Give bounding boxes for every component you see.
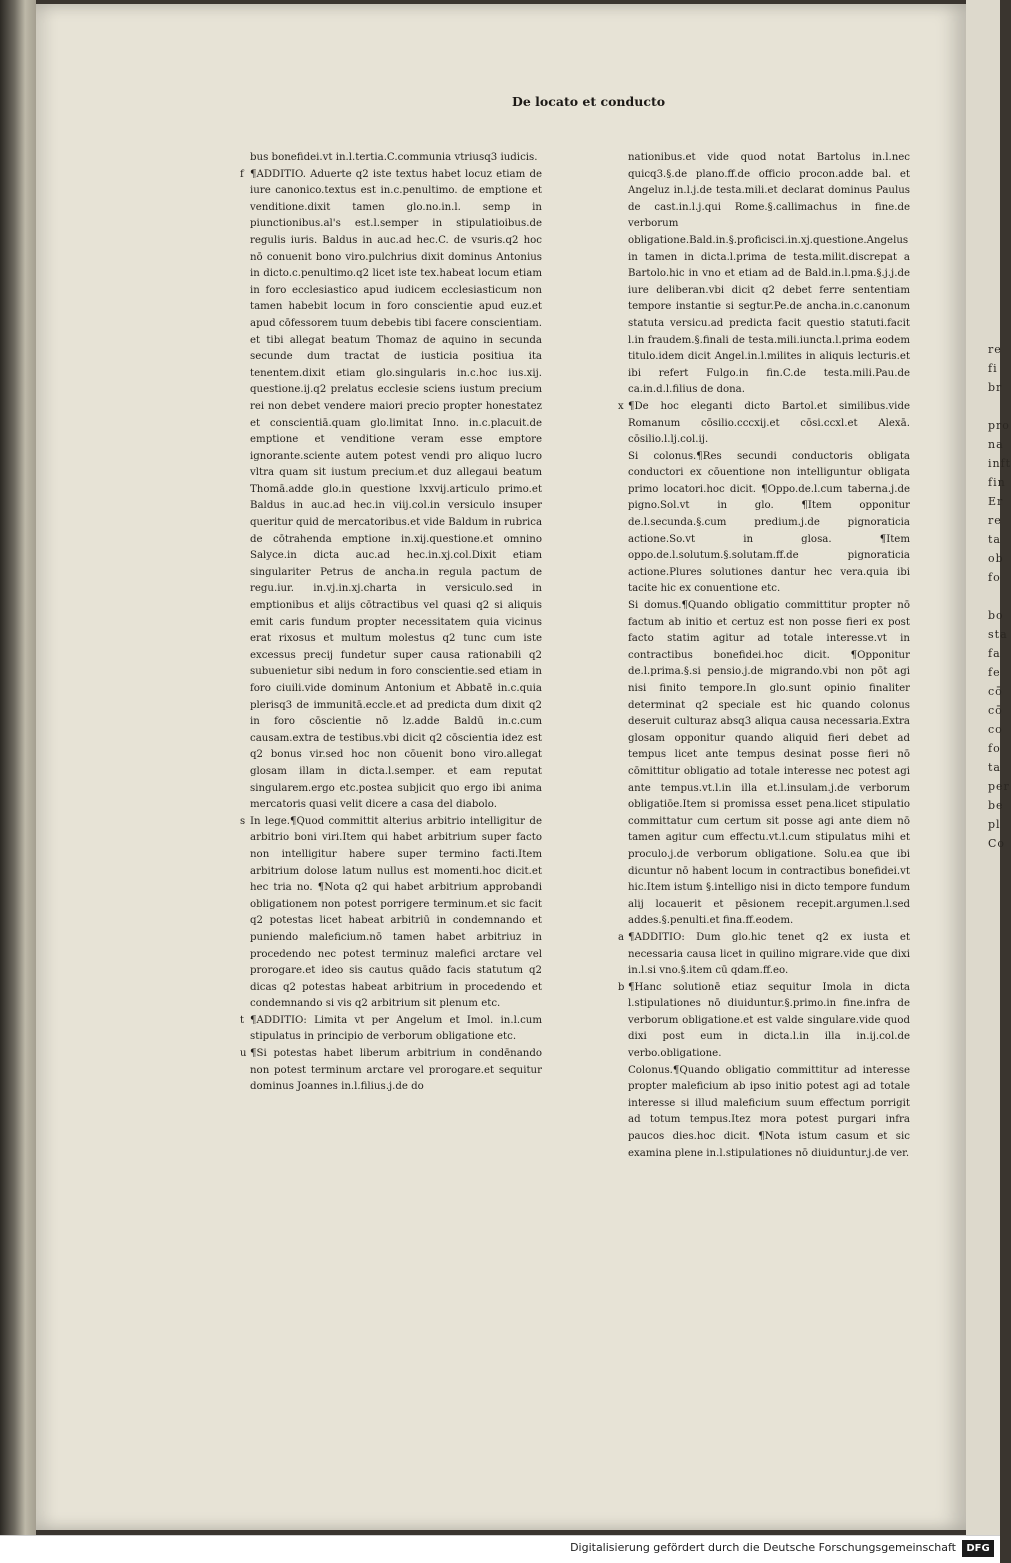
paragraph-text: ¶Quod committit alterius arbitrio intelligitur de arbitrio boni viri.Item qui habet arbitrium super facto non intelligitur habere super termino facti.Item arbitrium dolose latum nullus est momenti.hoc dicit.et hec tria no. ¶Nota q2 qui habet arbitrium approbandi obligationem non potest porrigere terminum.et sic facit q2 potestas licet habeat arbitriū in condemnando et puniendo maleficium.nō tamen habet arbitriuz in procedendo nec potest terminuz malefici arctare vel prorogare.et ideo sis cautus quādo facis statutum q2 dicas q2 potestas habeat arbitrium in procedendo et condemnando si vis q2 arbitrium sit plenum etc. — [250, 815, 542, 1010]
paragraph-text: ¶Si potestas habet liberum arbitrium in condēnando non potest terminum arctare vel prorogare.et sequitur dominus Joannes in.l.filius.j.de do — [250, 1048, 542, 1093]
rubric-heading: In lege. — [250, 815, 291, 827]
paragraph-text: nationibus.et vide quod notat Bartolus in.l.nec quicq3.§.de plano.ff.de officio procon.adde bal. et Angeluz in.l.j.de testa.mili.et declarat dominus Paulus de cast.in.l.j.qui Rome.§.callimachus in fine.de verborum obligatione.Bald.in.§.proficisci.in.xj.questione.Angelus in tamen in dicta.l.prima de testa.milit.discrepat a Bartolo.hic in vno et etiam ad de Bald.in.l.pma.§.j.j.de iure deliberan.vbi dicit q2 debet ferre sententiam tempore instantie si segtur.Pe.de ancha.in.c.canonum statuta versicu.ad predicta facit questio statuti.facit l.in fraudem.§.finali de testa.mili.iuncta.l.prima eodem titulo.idem dicit Angel.in.l.milites in aliquis lecturis.et ibi refert Fulgo.in fin.C.de testa.mili.Pau.de ca.in.d.l.filius de dona. — [628, 152, 910, 396]
footer-credit: Digitalisierung gefördert durch die Deutsche Forschungsgemeinschaft — [570, 1541, 956, 1554]
paragraph — [250, 150, 542, 167]
paragraph — [240, 814, 542, 1013]
paragraph-text: ¶Hanc solutionē etiaz sequitur Imola in dicta l.stipulationes nō diuiduntur.§.primo.in fine.infra de verborum obligatione.et est valde singulare.vide quod dixi post eum in dicta.l.in illa in.ij.col.de verbo.obligatione. — [628, 981, 910, 1060]
paragraph — [628, 1063, 910, 1163]
facing-page-text: re fi br pro na inft fin Er re ta ob fo bo sta fa fe cō cō co fo ta per be pl Co — [988, 343, 1011, 850]
left-column — [240, 150, 543, 1096]
paragraph — [618, 930, 910, 980]
rubric-heading: Si colonus. — [628, 450, 697, 462]
margin-note-marker: x — [618, 400, 624, 412]
rubric-heading: Si domus. — [628, 600, 682, 612]
margin-note-marker: s — [240, 815, 246, 827]
margin-note-marker: t — [240, 1014, 245, 1026]
footer-bar — [0, 1535, 1000, 1563]
paragraph-text: ¶Quando obligatio committitur ad interesse propter maleficium ab ipso initio potest agi ad totale interesse si illud maleficium suum effectum porrigit ad totum tempus.Itez mora potest purgari infra paucos dies.hoc dicit. ¶Nota istum casum et sic examina plene in.l.stipulationes nō diuiduntur.j.de ver. — [628, 1064, 910, 1159]
paragraph-text: bus bonefidei.vt in.l.tertia.C.communia vtriusq3 iudicis. — [250, 152, 538, 163]
rubric-heading: Colonus. — [628, 1064, 673, 1076]
margin-note-marker: b — [618, 981, 625, 993]
margin-note-marker: u — [240, 1048, 247, 1060]
paragraph — [240, 1013, 542, 1046]
paragraph — [628, 150, 910, 399]
paragraph-text: ¶Res secundi conductoris obligata conductori ex cōuentione non intelliguntur obligata primo locatori.hoc dicit. ¶Oppo.de.l.cum taberna.j.de pigno.Sol.vt in glo. ¶Item opponitur de.l.secunda.§.cum predium.j.de pignoraticia actione.So.vt in glosa. ¶Item oppo.de.l.solutum.§.solutam.ff.de pignoraticia actione.Plures solutiones dantur hec vera.quia ibi tacite hic ex conuentione etc. — [628, 450, 910, 595]
margin-note-marker: a — [618, 931, 624, 943]
right-column — [618, 150, 910, 1162]
facing-page-edge — [966, 0, 1011, 1535]
paragraph — [628, 598, 910, 930]
paragraph-text: ¶ADDITIO: Limita vt per Angelum et Imol. in.l.cum stipulatus in principio de verborum obligatione etc. — [250, 1014, 542, 1043]
paragraph-text: ¶Quando obligatio committitur propter nō factum ab initio et certuz est non posse fieri ex post facto statim agitur ad totale interesse.vt in contractibus bonefidei.hoc dicit. ¶Opponitur de.l.prima.§.si pensio.j.de migrando.vbi non pōt agi nisi finito tempore.In glo.sunt opinio finaliter determinat q2 speciale est hic quando colonus deseruit culturaz absq3 aliqua causa necessaria.Extra glosam opponitur quando aliquid fieri debet ad tempus licet ante tempus desinat posse fieri nō cōmittitur obligatio ad totale interesse nec potest agi ante tempus.vt.l.in illa et.l.insulam.j.de verborum obligatiōe.Item si promissa esset pena.licet stipulatio committatur cum certum sit posse agi ante diem nō tamen agitur cum effectu.vt.l.cum stipulatus mihi et proculo.j.de verborum obligatione. Solu.ea que ibi dicuntur nō habent locum in contractibus bonefidei.vt hic.Item istum §.intelligo nisi in dicto tempore fundum alij locauerit et pēsionem recepit.argumen.l.sed addes.§.penulti.et fina.ff.eodem. — [628, 600, 910, 927]
paragraph — [628, 449, 910, 598]
paragraph-text: ¶De hoc eleganti dicto Bartol.et similibus.vide Romanum cōsilio.cccxij.et cōsi.ccxl.et Alexā. cōsilio.l.lj.col.ij. — [628, 400, 910, 446]
paragraph — [240, 1046, 542, 1096]
paragraph — [618, 980, 910, 1063]
margin-note-marker: f — [240, 168, 244, 180]
paragraph — [240, 167, 543, 814]
book-edge — [0, 0, 36, 1535]
dfg-logo: DFG — [962, 1540, 994, 1557]
paragraph-text: ¶ADDITIO. Aduerte q2 iste textus habet locuz etiam de iure canonico.textus est in.c.penultimo. de emptione et venditione.dixit tamen glo.no.in.l. semp in piunctionibus.al's est.l.semper in stipulatioibus.de regulis iuris. Baldus in auc.ad hec.C. de vsuris.q2 hoc nō conuenit bono viro.pulchrius dixit dominus Antonius in dicto.c.penultimo.q2 licet iste tex.habeat locum etiam in foro ecclesiastico apud iudicem ecclesiasticum non tamen habebit locum in foro conscientie apud euz.et apud cōfessorem tuum debebis tibi facere conscientiam. et tibi allegat beatum Thomaz de aquino in secunda secunde dum tractat de iusticia positiua ita tenentem.dixit etiam glo.singularis in.c.hoc ius.xij. questione.ij.q2 prelatus ecclesie sciens iustum precium rei non debet vendere maiori precio propter honestatez et conscientiā.quam glo.limitat Inno. in.c.placuit.de emptione et venditione veram esse emptore ignorante.sciente autem potest vendi pro aliquo lucro vltra quam sit iustum precium.et duz allegaui beatum Thomā.adde glo.in questione lxxvij.articulo primo.et Baldus in auc.ad hec.in viij.col.in versiculo insuper queritur quid de mercatoribus.et vide Baldum in rubrica de cōtrahenda emptione in.xij.questione.et omnino Salyce.in dicta auc.ad hec.in.xj.col.Dixit etiam singulariter Petrus de ancha.in regula pactum de regu.iur. in.vj.in.xj.charta in versiculo.sed in emptionibus et alijs cōtractibus vel quasi q2 si aliquis emit caris fundum propter necessitatem quia vicinus erat rixosus et multum molestus q2 tunc cum iste excessus precij fundetur super causa rationabili q2 subuenietur sibi nedum in foro conscientie.sed etiam in foro ciuili.vide dominum Antonium et Abbatē in.c.quia plerisq3 de immunitā.eccle.et ad predicta dum dixit q2 in foro cōscientie nō lz.adde Baldū in.c.cum causam.extra de testibus.vbi dicit q2 cōscientia idez est q2 bonus vir.sed hoc non cōuenit bono viro.allegat glosam illam in dicta.l.semper. et eam reputat singularem.ergo etc.postea subjicit quo ergo ibi anima mercatoris quasi velit dicere a casa del diabolo. — [250, 168, 543, 811]
running-head: De locato et conducto — [512, 94, 666, 109]
paragraph — [618, 399, 910, 449]
paragraph-text: ¶ADDITIO: Dum glo.hic tenet q2 ex iusta et necessaria causa licet in quilino migrare.vide que dixi in.l.si vno.§.item cū qdam.ff.eo. — [628, 931, 910, 977]
